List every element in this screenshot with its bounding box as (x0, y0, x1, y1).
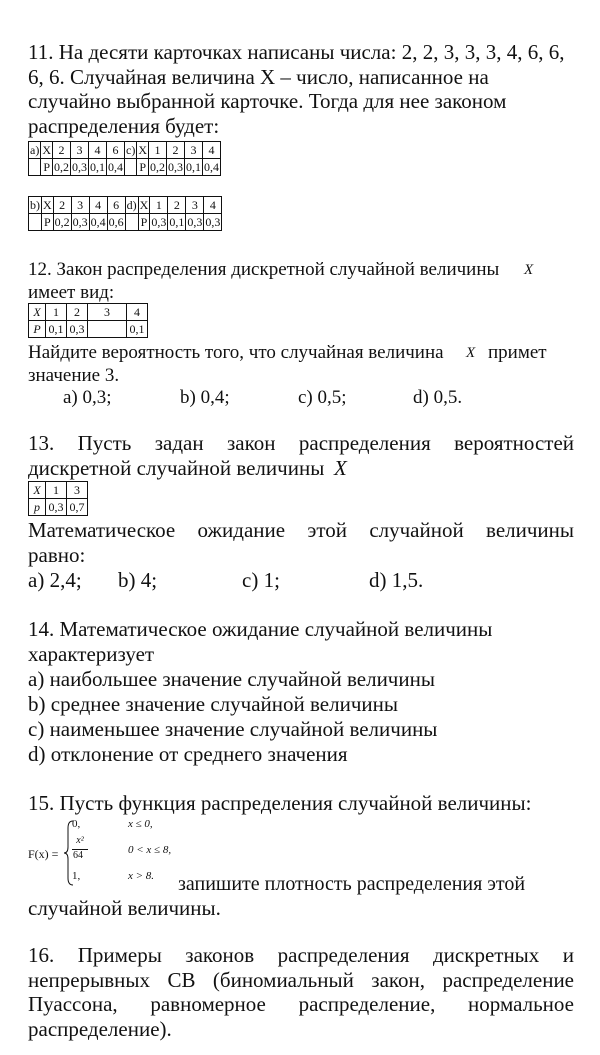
q15-line1: 15. Пусть функция распределения случайной величины: (28, 791, 532, 815)
q12-line2: имеет вид: (28, 282, 115, 303)
table-cell: 0,1 (169, 214, 185, 229)
table-cell: 3 (67, 482, 88, 499)
table-cell: P (138, 214, 150, 231)
q12-answer-b: b) 0,4; (180, 387, 230, 408)
table-row (29, 482, 88, 499)
table-cell: b) (30, 197, 40, 212)
table-cell: 0,2 (150, 159, 165, 174)
q11-table-ac (28, 141, 221, 176)
table-cell: 1 (150, 197, 168, 214)
table-cell: 3 (88, 304, 127, 321)
formula-case3-value: 1, (72, 870, 81, 882)
formula-case2-cond: 0 < x ≤ 8, (128, 844, 172, 856)
q12-table (28, 303, 148, 338)
table-cell: X (138, 142, 147, 157)
q16-text: 16. Примеры законов распределения дискретных и непрерывных СВ (биномиальный закон, распределение Пуассона, равномерное распределение, нормальное распределение). (28, 943, 574, 1041)
table-row (29, 142, 221, 159)
q15-formula (28, 818, 198, 888)
table-cell: X (42, 142, 51, 157)
table-cell: 0,1 (127, 321, 148, 338)
table-row (29, 197, 222, 214)
table-cell: 0,3 (46, 499, 67, 516)
q13-answer-a: a) 2,4; (28, 568, 82, 592)
table-cell: X (29, 304, 46, 321)
table-cell (29, 214, 42, 231)
table-cell: 0,1 (90, 159, 105, 174)
formula-case2-numerator: x² (76, 835, 84, 846)
formula-case2-denominator: 64 (73, 850, 83, 861)
table-cell: 0,3 (151, 214, 167, 229)
table-cell: 2 (53, 142, 71, 159)
table-cell: 4 (203, 142, 221, 159)
table-cell: 3 (185, 142, 203, 159)
q13-var: X (334, 456, 347, 480)
table-cell: 6 (107, 142, 125, 159)
table-cell: 4 (89, 197, 107, 214)
q13-answer-b: b) 4; (118, 568, 158, 592)
table-row (29, 304, 148, 321)
table-cell: p (29, 499, 46, 516)
q15-line3: случайной величины. (28, 896, 221, 920)
table-cell: P (29, 321, 46, 338)
table-cell: 0,6 (108, 214, 124, 229)
table-cell: 0,2 (54, 214, 70, 229)
table-cell: X (139, 197, 149, 212)
q14-line1: 14. Математическое ожидание случайной величины (28, 617, 493, 641)
table-cell: 2 (53, 197, 71, 214)
table-cell: 0,3 (168, 159, 183, 174)
table-cell: 0,3 (72, 159, 87, 174)
q13-answer-d: d) 1,5. (369, 568, 424, 592)
formula-lhs: F(x) = (28, 847, 59, 861)
table-cell (125, 214, 138, 231)
q14-line2: характеризует (28, 642, 155, 666)
q12-line4: значение 3. (28, 365, 120, 386)
table-cell (125, 159, 137, 176)
formula-case1-cond: x ≤ 0, (128, 818, 153, 830)
table-row (29, 321, 148, 338)
table-cell: 1 (149, 142, 167, 159)
q12-line3-end: примет (488, 342, 547, 363)
table-cell: 6 (107, 197, 125, 214)
q14-option-c: c) наименьшее значение случайной величины (28, 717, 438, 741)
table-cell: 4 (127, 304, 148, 321)
table-cell: P (137, 159, 149, 176)
table-cell: 3 (71, 197, 89, 214)
table-cell: 0,3 (67, 321, 88, 338)
formula-case3-cond: x > 8. (128, 870, 155, 882)
q14-option-a: a) наибольшее значение случайной величины (28, 667, 435, 691)
q15-line2: запишите плотность распределения этой (178, 873, 526, 895)
q14-option-d: d) отклонение от среднего значения (28, 742, 348, 766)
table-cell: 0,1 (46, 321, 67, 338)
table-cell: 0,4 (90, 214, 106, 229)
q13-line2-text: дискретной случайной величины (28, 456, 325, 480)
q12-line3-text: Найдите вероятность того, что случайная величина (28, 342, 444, 363)
table-cell: 0,3 (205, 214, 221, 229)
table-cell: 1 (46, 304, 67, 321)
table-cell: a) (30, 142, 40, 157)
table-row (29, 499, 88, 516)
q13-line1: 13. Пусть задан закон распределения вероятностей (28, 431, 574, 455)
table-row (29, 214, 222, 231)
table-cell: 3 (186, 197, 204, 214)
table-cell: d) (126, 197, 137, 212)
q13-line3: Математическое ожидание этой случайной величины (28, 518, 574, 542)
table-cell: 2 (168, 197, 186, 214)
table-cell: 0,3 (72, 214, 88, 229)
table-cell: c) (126, 142, 136, 157)
q12-answer-c: c) 0,5; (298, 387, 347, 408)
table-cell: 0,3 (187, 214, 203, 229)
table-row (29, 159, 221, 176)
table-cell: 4 (89, 142, 107, 159)
q13-answer-c: c) 1; (242, 568, 280, 592)
table-cell (88, 321, 127, 338)
formula-case1-value: 0, (72, 818, 81, 830)
table-cell: 1 (46, 482, 67, 499)
q11-table-bd (28, 196, 222, 231)
q12-answer-d: d) 0,5. (413, 387, 463, 408)
table-cell: X (43, 197, 52, 212)
table-cell: 3 (71, 142, 89, 159)
q13-table (28, 481, 88, 516)
q12-var-2: X (466, 345, 476, 361)
table-cell: P (41, 159, 53, 176)
table-cell: 2 (67, 304, 88, 321)
table-cell: 0,2 (54, 159, 69, 174)
q12-var: X (524, 262, 534, 278)
table-cell: 0,7 (67, 499, 88, 516)
table-cell: P (42, 214, 54, 231)
q13-line4: равно: (28, 543, 86, 567)
table-cell (29, 159, 41, 176)
q12-answer-a: a) 0,3; (63, 387, 112, 408)
table-cell: 2 (167, 142, 185, 159)
table-cell: 0,1 (186, 159, 201, 174)
table-cell: 0,4 (204, 159, 219, 174)
table-cell: 0,4 (108, 159, 123, 174)
q12-line1-text: 12. Закон распределения дискретной случайной величины (28, 259, 500, 280)
q14-option-b: b) среднее значение случайной величины (28, 692, 398, 716)
table-cell: 4 (204, 197, 222, 214)
q11-text: 11. На десяти карточках написаны числа: 2, 2, 3, 3, 3, 4, 6, 6, 6, 6. Случайная величина Х – число, написанное на случайно выбранной карточке. Тогда для нее законом распределения будет: (28, 40, 565, 138)
table-cell: X (29, 482, 46, 499)
